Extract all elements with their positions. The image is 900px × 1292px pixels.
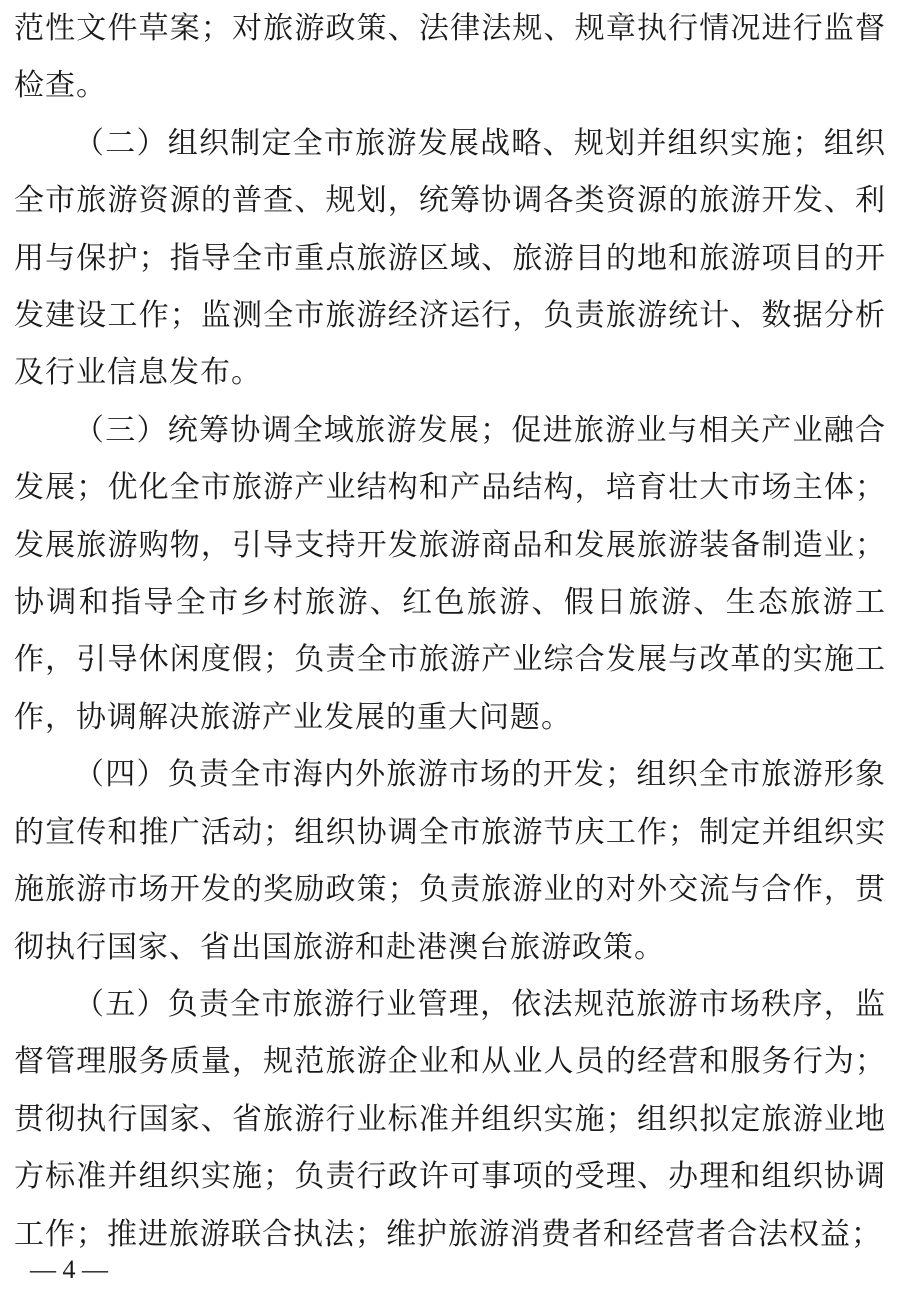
paragraph-continuation: 范性文件草案；对旅游政策、法律法规、规章执行情况进行监督检查。 (14, 11, 886, 104)
page-number: — 4 — (30, 1255, 108, 1284)
paragraph-item-4: （四）负责全市海内外旅游市场的开发；组织全市旅游形象的宣传和推广活动；组织协调全市旅游节庆工作；制定并组织实施旅游市场开发的奖励政策；负责旅游业的对外交流与合作，贯彻执行国家、省出国旅游和赴港澳台旅游政策。 (14, 757, 886, 965)
paragraph-item-5: （五）负责全市旅游行业管理，依法规范旅游市场秩序，监督管理服务质量，规范旅游企业和从业人员的经营和服务行为；贯彻执行国家、省旅游行业标准并组织实施；组织拟定旅游业地方标准并组织实施；负责行政许可事项的受理、办理和组织协调工作；推进旅游联合执法；维护旅游消费者和经营者合法权益； (14, 986, 886, 1252)
paragraph-item-2: （二）组织制定全市旅游发展战略、规划并组织实施；组织全市旅游资源的普查、规划，统筹协调各类资源的旅游开发、利用与保护；指导全市重点旅游区域、旅游目的地和旅游项目的开发建设工作；监测全市旅游经济运行，负责旅游统计、数据分析及行业信息发布。 (14, 125, 886, 391)
body-text (14, 0, 886, 1263)
paragraph-item-3: （三）统筹协调全域旅游发展；促进旅游业与相关产业融合发展；优化全市旅游产业结构和产品结构，培育壮大市场主体；发展旅游购物，引导支持开发旅游商品和发展旅游装备制造业；协调和指导全市乡村旅游、红色旅游、假日旅游、生态旅游工作，引导休闲度假；负责全市旅游产业综合发展与改革的实施工作，协调解决旅游产业发展的重大问题。 (14, 412, 886, 735)
